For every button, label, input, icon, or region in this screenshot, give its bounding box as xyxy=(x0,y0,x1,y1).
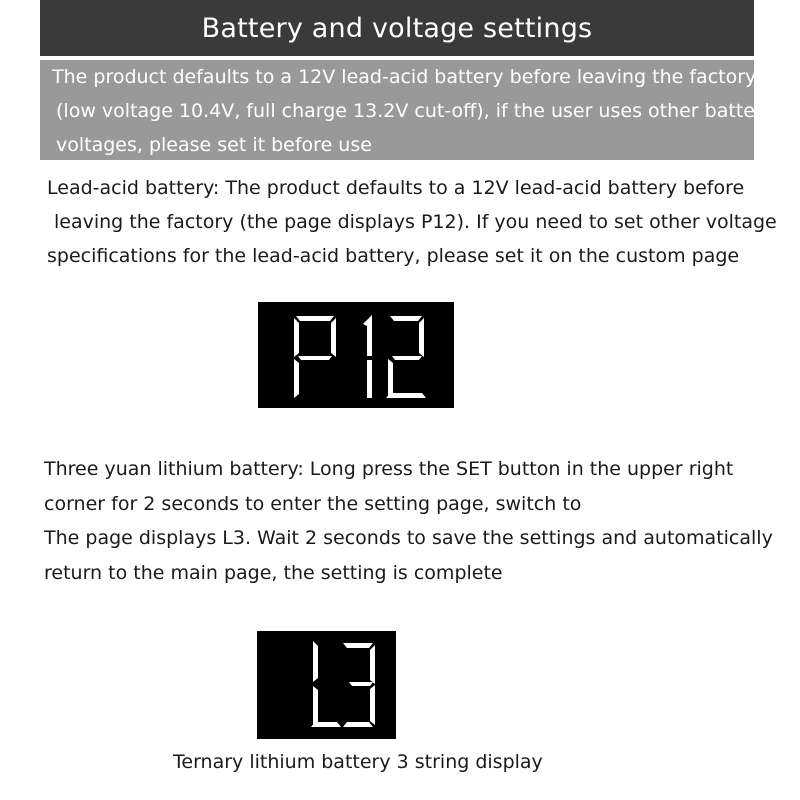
lithium-description xyxy=(44,452,773,590)
p12-segment-digits xyxy=(258,302,454,408)
notice-line-2: (low voltage 10.4V, full charge 13.2V cut-off), if the user uses other battery xyxy=(56,100,775,122)
lcd-display-l3 xyxy=(257,631,396,739)
lead-acid-description xyxy=(47,171,777,273)
notice-line-3: voltages, please set it before use xyxy=(56,134,372,156)
lithium-line-4: return to the main page, the setting is complete xyxy=(44,561,503,584)
notice-line-1: The product defaults to a 12V lead-acid battery before leaving the factory xyxy=(52,66,757,88)
lithium-line-3: The page displays L3. Wait 2 seconds to save the settings and automatically xyxy=(44,527,773,549)
l3-segment-digits xyxy=(257,631,396,739)
page-title: Battery and voltage settings xyxy=(40,0,754,56)
lead-acid-line-1: Lead-acid battery: The product defaults to a 12V lead-acid battery before xyxy=(47,177,745,199)
lcd-display-p12 xyxy=(258,302,454,408)
lithium-line-1: Three yuan lithium battery: Long press the SET button in the upper right xyxy=(44,458,734,480)
lead-acid-line-2: leaving the factory (the page displays P12). If you need to set other voltage xyxy=(54,211,777,233)
lead-acid-line-3: specifications for the lead-acid battery, please set it on the custom page xyxy=(47,245,740,267)
lithium-line-2: corner for 2 seconds to enter the setting page, switch to xyxy=(44,492,582,515)
factory-default-notice xyxy=(40,60,775,160)
lithium-display-caption: Ternary lithium battery 3 string display xyxy=(173,751,543,773)
